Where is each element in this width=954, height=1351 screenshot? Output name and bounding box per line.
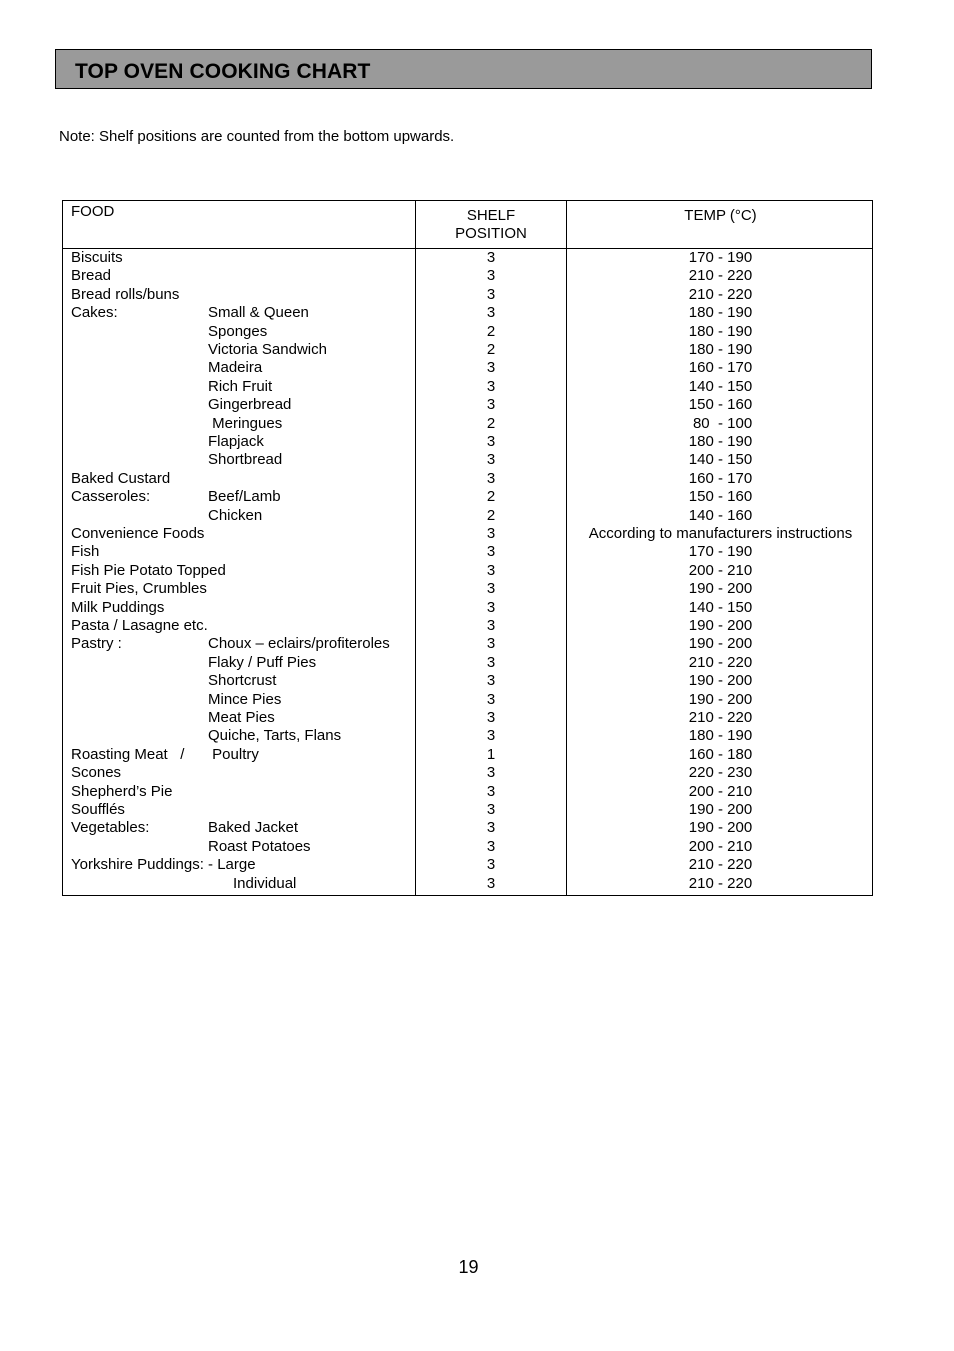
table-row [63,304,872,322]
shelf-position-cell: 3 [486,856,496,874]
temperature-cell: 190 - 200 [688,617,753,634]
header-shelf-line2: POSITION [455,225,527,242]
temperature-cell: 160 - 170 [688,469,753,487]
food-subtype-cell: Shortcrust [208,672,277,690]
temperature-cell: 140 - 150 [688,451,753,469]
food-subtype-cell: Shortbread [208,451,283,469]
shelf-position-cell: 3 [486,396,496,414]
temperature-cell: 200 - 210 [688,561,753,579]
temperature-cell: 210 - 220 [688,653,753,671]
table-row [63,396,872,414]
temperature-cell: 180 - 190 [688,304,753,322]
food-subtype-cell: Poultry [208,745,259,763]
temperature-cell: 170 - 190 [688,249,753,266]
food-subtype-cell: Flaky / Puff Pies [208,653,317,671]
temperature-cell: 190 - 200 [688,635,753,653]
temperature-cell: 210 - 220 [688,856,753,874]
shelf-position-cell: 3 [486,690,496,708]
temperature-cell: 180 - 190 [688,341,753,358]
shelf-position-cell: 3 [486,837,496,855]
food-cell: Scones [71,764,122,782]
temperature-cell: 180 - 190 [688,433,753,450]
temperature-cell: 150 - 160 [688,488,753,506]
temperature-cell: 210 - 220 [688,267,753,285]
temperature-cell: 180 - 190 [688,727,753,745]
header-shelf-position [416,207,566,243]
shelf-position-cell: 3 [486,635,496,653]
food-cell: Milk Puddings [71,598,165,616]
temperature-cell: 190 - 200 [688,801,753,818]
shelf-position-cell: 3 [486,709,496,726]
food-subtype-cell: Beef/Lamb [208,488,281,506]
temperature-cell: 190 - 200 [688,819,753,837]
food-cell: Pastry : [71,635,122,653]
table-row [63,341,872,359]
table-row [63,433,872,451]
food-cell: Fish [71,543,100,561]
food-cell: Cakes: [71,304,118,322]
table-row [63,249,872,267]
table-row [63,415,872,433]
temperature-cell: 190 - 200 [688,690,753,708]
shelf-position-cell: 3 [486,782,496,800]
shelf-position-cell: 3 [486,819,496,837]
table-row [63,654,872,672]
header-food: FOOD [71,203,115,220]
food-subtype-cell: Choux – eclairs/profiteroles [208,635,390,653]
food-subtype-cell: Chicken [208,506,263,524]
table-row [63,323,872,341]
temperature-cell: 200 - 210 [688,837,753,855]
food-cell: Vegetables: [71,819,150,837]
table-row [63,267,872,285]
table-row [63,709,872,727]
food-cell: Convenience Foods [71,525,205,542]
table-row [63,507,872,525]
shelf-position-cell: 3 [486,874,496,892]
shelf-position-cell: 3 [486,653,496,671]
food-subtype-cell: Rich Fruit [208,377,273,395]
shelf-position-cell: 3 [486,764,496,782]
table-row [63,764,872,782]
table-row [63,543,872,561]
temperature-cell: 170 - 190 [688,543,753,561]
shelf-position-cell: 3 [486,285,496,303]
shelf-position-cell: 3 [486,267,496,285]
table-row [63,488,872,506]
food-cell: Bread rolls/buns [71,285,180,303]
table-row [63,617,872,635]
food-cell: Roasting Meat / [71,745,185,763]
temperature-cell: 190 - 200 [688,580,753,598]
shelf-position-cell: 2 [486,341,496,358]
shelf-position-cell: 3 [486,304,496,322]
table-row [63,819,872,837]
table-row [63,599,872,617]
temperature-cell: 80 - 100 [688,414,753,432]
food-subtype-cell: Victoria Sandwich [208,341,327,358]
page-title: TOP OVEN COOKING CHART [75,60,371,83]
table-row [63,727,872,745]
table-row [63,378,872,396]
temperature-cell: 220 - 230 [688,764,753,782]
shelf-position-cell: 3 [486,672,496,690]
table-row [63,525,872,543]
shelf-position-cell: 3 [486,561,496,579]
temperature-cell: 140 - 160 [688,506,753,524]
food-cell: Soufflés [71,801,125,818]
header-temp: TEMP (°C) [684,207,757,224]
food-subtype-cell: Meringues [208,414,283,432]
table-row [63,691,872,709]
temperature-cell: 200 - 210 [688,782,753,800]
table-row [63,286,872,304]
table-row [63,801,872,819]
temperature-cell: 150 - 160 [688,396,753,414]
food-subtype-cell: Gingerbread [208,396,292,414]
table-row [63,635,872,653]
food-subtype-cell: Sponges [208,322,268,340]
page-number: 19 [458,1257,479,1277]
title-bar [55,49,872,89]
food-cell: Bread [71,267,112,285]
shelf-position-cell: 3 [486,469,496,487]
temperature-cell: 160 - 170 [688,359,753,377]
temperature-cell: 180 - 190 [688,322,753,340]
food-cell: Baked Custard [71,469,171,487]
food-subtype-cell: Madeira [208,359,263,377]
food-cell: Shepherd’s Pie [71,782,173,800]
shelf-position-cell: 1 [486,745,496,763]
shelf-position-cell: 3 [486,801,496,818]
table-row [63,856,872,874]
table-row [63,746,872,764]
header-shelf-line1: SHELF [466,207,516,224]
shelf-position-cell: 3 [486,617,496,634]
temperature-cell: 140 - 150 [688,377,753,395]
cooking-chart-table [62,200,873,896]
food-cell: Pasta / Lasagne etc. [71,617,208,634]
temperature-cell: According to manufacturers instructions [588,525,853,542]
food-cell: Fruit Pies, Crumbles [71,580,207,598]
shelf-position-cell: 3 [486,377,496,395]
shelf-position-cell: 3 [486,451,496,469]
table-row [63,672,872,690]
shelf-position-cell: 3 [486,727,496,745]
shelf-position-cell: 3 [486,525,496,542]
shelf-position-cell: 3 [486,359,496,377]
food-subtype-cell: Meat Pies [208,709,275,726]
food-cell: Casseroles: [71,488,151,506]
food-subtype-cell: Flapjack [208,433,264,450]
shelf-position-cell: 3 [486,433,496,450]
food-subtype-cell: Individual [208,874,297,892]
temperature-cell: 190 - 200 [688,672,753,690]
temperature-cell: 210 - 220 [688,874,753,892]
table-row [63,451,872,469]
food-cell: Yorkshire Puddings: - Large [71,856,256,874]
table-row [63,875,872,893]
food-cell: Biscuits [71,249,123,266]
table-row [63,838,872,856]
shelf-position-cell: 3 [486,598,496,616]
shelf-note: Note: Shelf positions are counted from the bottom upwards. [59,128,455,145]
food-subtype-cell: Roast Potatoes [208,837,311,855]
food-subtype-cell: Mince Pies [208,690,282,708]
temperature-cell: 160 - 180 [688,745,753,763]
shelf-position-cell: 3 [486,249,496,266]
shelf-position-cell: 3 [486,543,496,561]
shelf-position-cell: 3 [486,580,496,598]
temperature-cell: 210 - 220 [688,285,753,303]
food-subtype-cell: Baked Jacket [208,819,299,837]
shelf-position-cell: 2 [486,506,496,524]
temperature-cell: 210 - 220 [688,709,753,726]
table-row [63,783,872,801]
table-row [63,580,872,598]
shelf-position-cell: 2 [486,322,496,340]
table-row [63,470,872,488]
shelf-position-cell: 2 [486,414,496,432]
food-cell: Fish Pie Potato Topped [71,561,226,579]
temperature-cell: 140 - 150 [688,598,753,616]
table-row [63,562,872,580]
table-row [63,359,872,377]
food-subtype-cell: Small & Queen [208,304,309,322]
shelf-position-cell: 2 [486,488,496,506]
food-subtype-cell: Quiche, Tarts, Flans [208,727,342,745]
